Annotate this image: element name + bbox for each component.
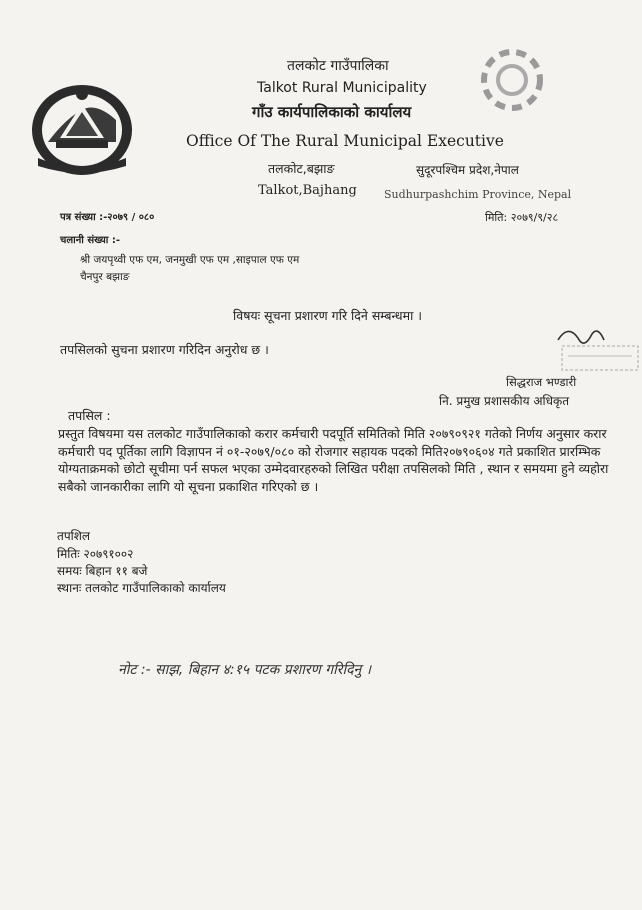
recipient-line-1: श्री जयपृथ्वी एफ एम, जनमुखी एफ एम ,साइपाल एफ एम xyxy=(80,254,300,266)
handwritten-note: नोट :- साझ, बिहान ४:१५ पटक प्रशारण गरिदिनु । xyxy=(118,662,372,678)
municipality-name-np: तलकोट गाउँपालिका xyxy=(287,58,389,74)
office-name-en: Office Of The Rural Municipal Executive xyxy=(186,132,504,150)
municipality-name-en: Talkot Rural Municipality xyxy=(257,80,427,96)
details-heading: तपसिल : xyxy=(68,408,111,423)
office-stamp-icon xyxy=(478,44,546,114)
signatory-title: नि. प्रमुख प्रशासकीय अधिकृत xyxy=(439,394,570,408)
schedule-place: स्थानः तलकोट गाउँपालिकाको कार्यालय xyxy=(57,581,226,595)
location-en: Talkot,Bajhang xyxy=(258,183,357,198)
details-paragraph: प्रस्तुत विषयमा यस तलकोट गाउँपालिकाको करार कर्मचारी पदपूर्ति समितिको मिति २०७९०९२१ गतेको निर्णय अनुसार करार कर्मचारी पद पूर्तिका लागि विज्ञापन नं ०१-२०७९/०८० को रोजगार सहायक पदको मिति२०७९०६०४ गते प्रकाशित प्रारम्भिक योग्यताक्रमको छोटो सूचीमा पर्न सफल भएका उम्मेदवारहरुको लिखित परीक्षा तपसिलको मिति , स्थान र समयमा हुने व्यहोरा सबैको जानकारीका लागि यो सूचना प्रकाशित गरिएको छ । xyxy=(58,426,609,494)
location-np: तलकोट,बझाङ xyxy=(268,161,335,176)
office-name-np: गाँउ कार्यपालिकाको कार्यालय xyxy=(252,103,412,121)
nepal-emblem-icon xyxy=(26,80,138,180)
schedule-heading: तपशिल xyxy=(57,529,91,543)
recipient-line-2: चैनपुर बझाङ xyxy=(80,271,130,283)
signatory-name: सिद्धराज भण्डारी xyxy=(506,375,577,389)
letter-date: मिति: २०७९/९/२८ xyxy=(485,211,559,224)
schedule-date: मितिः २०७९१००२ xyxy=(57,547,134,561)
dispatch-number: चलानी संख्या :- xyxy=(60,235,120,246)
province-np: सुदूरपश्चिम प्रदेश,नेपाल xyxy=(416,163,519,177)
schedule-time: समयः बिहान ११ बजे xyxy=(57,564,148,578)
letter-number: पत्र संख्या :-२०७९ / ०८० xyxy=(60,212,155,223)
signature-stamp-icon xyxy=(548,320,642,378)
request-line: तपसिलको सुचना प्रशारण गरिदिन अनुरोध छ । xyxy=(60,342,269,357)
subject-line: विषयः सूचना प्रशारण गरि दिने सम्बन्धमा । xyxy=(233,308,423,323)
province-en: Sudhurpashchim Province, Nepal xyxy=(384,188,572,201)
